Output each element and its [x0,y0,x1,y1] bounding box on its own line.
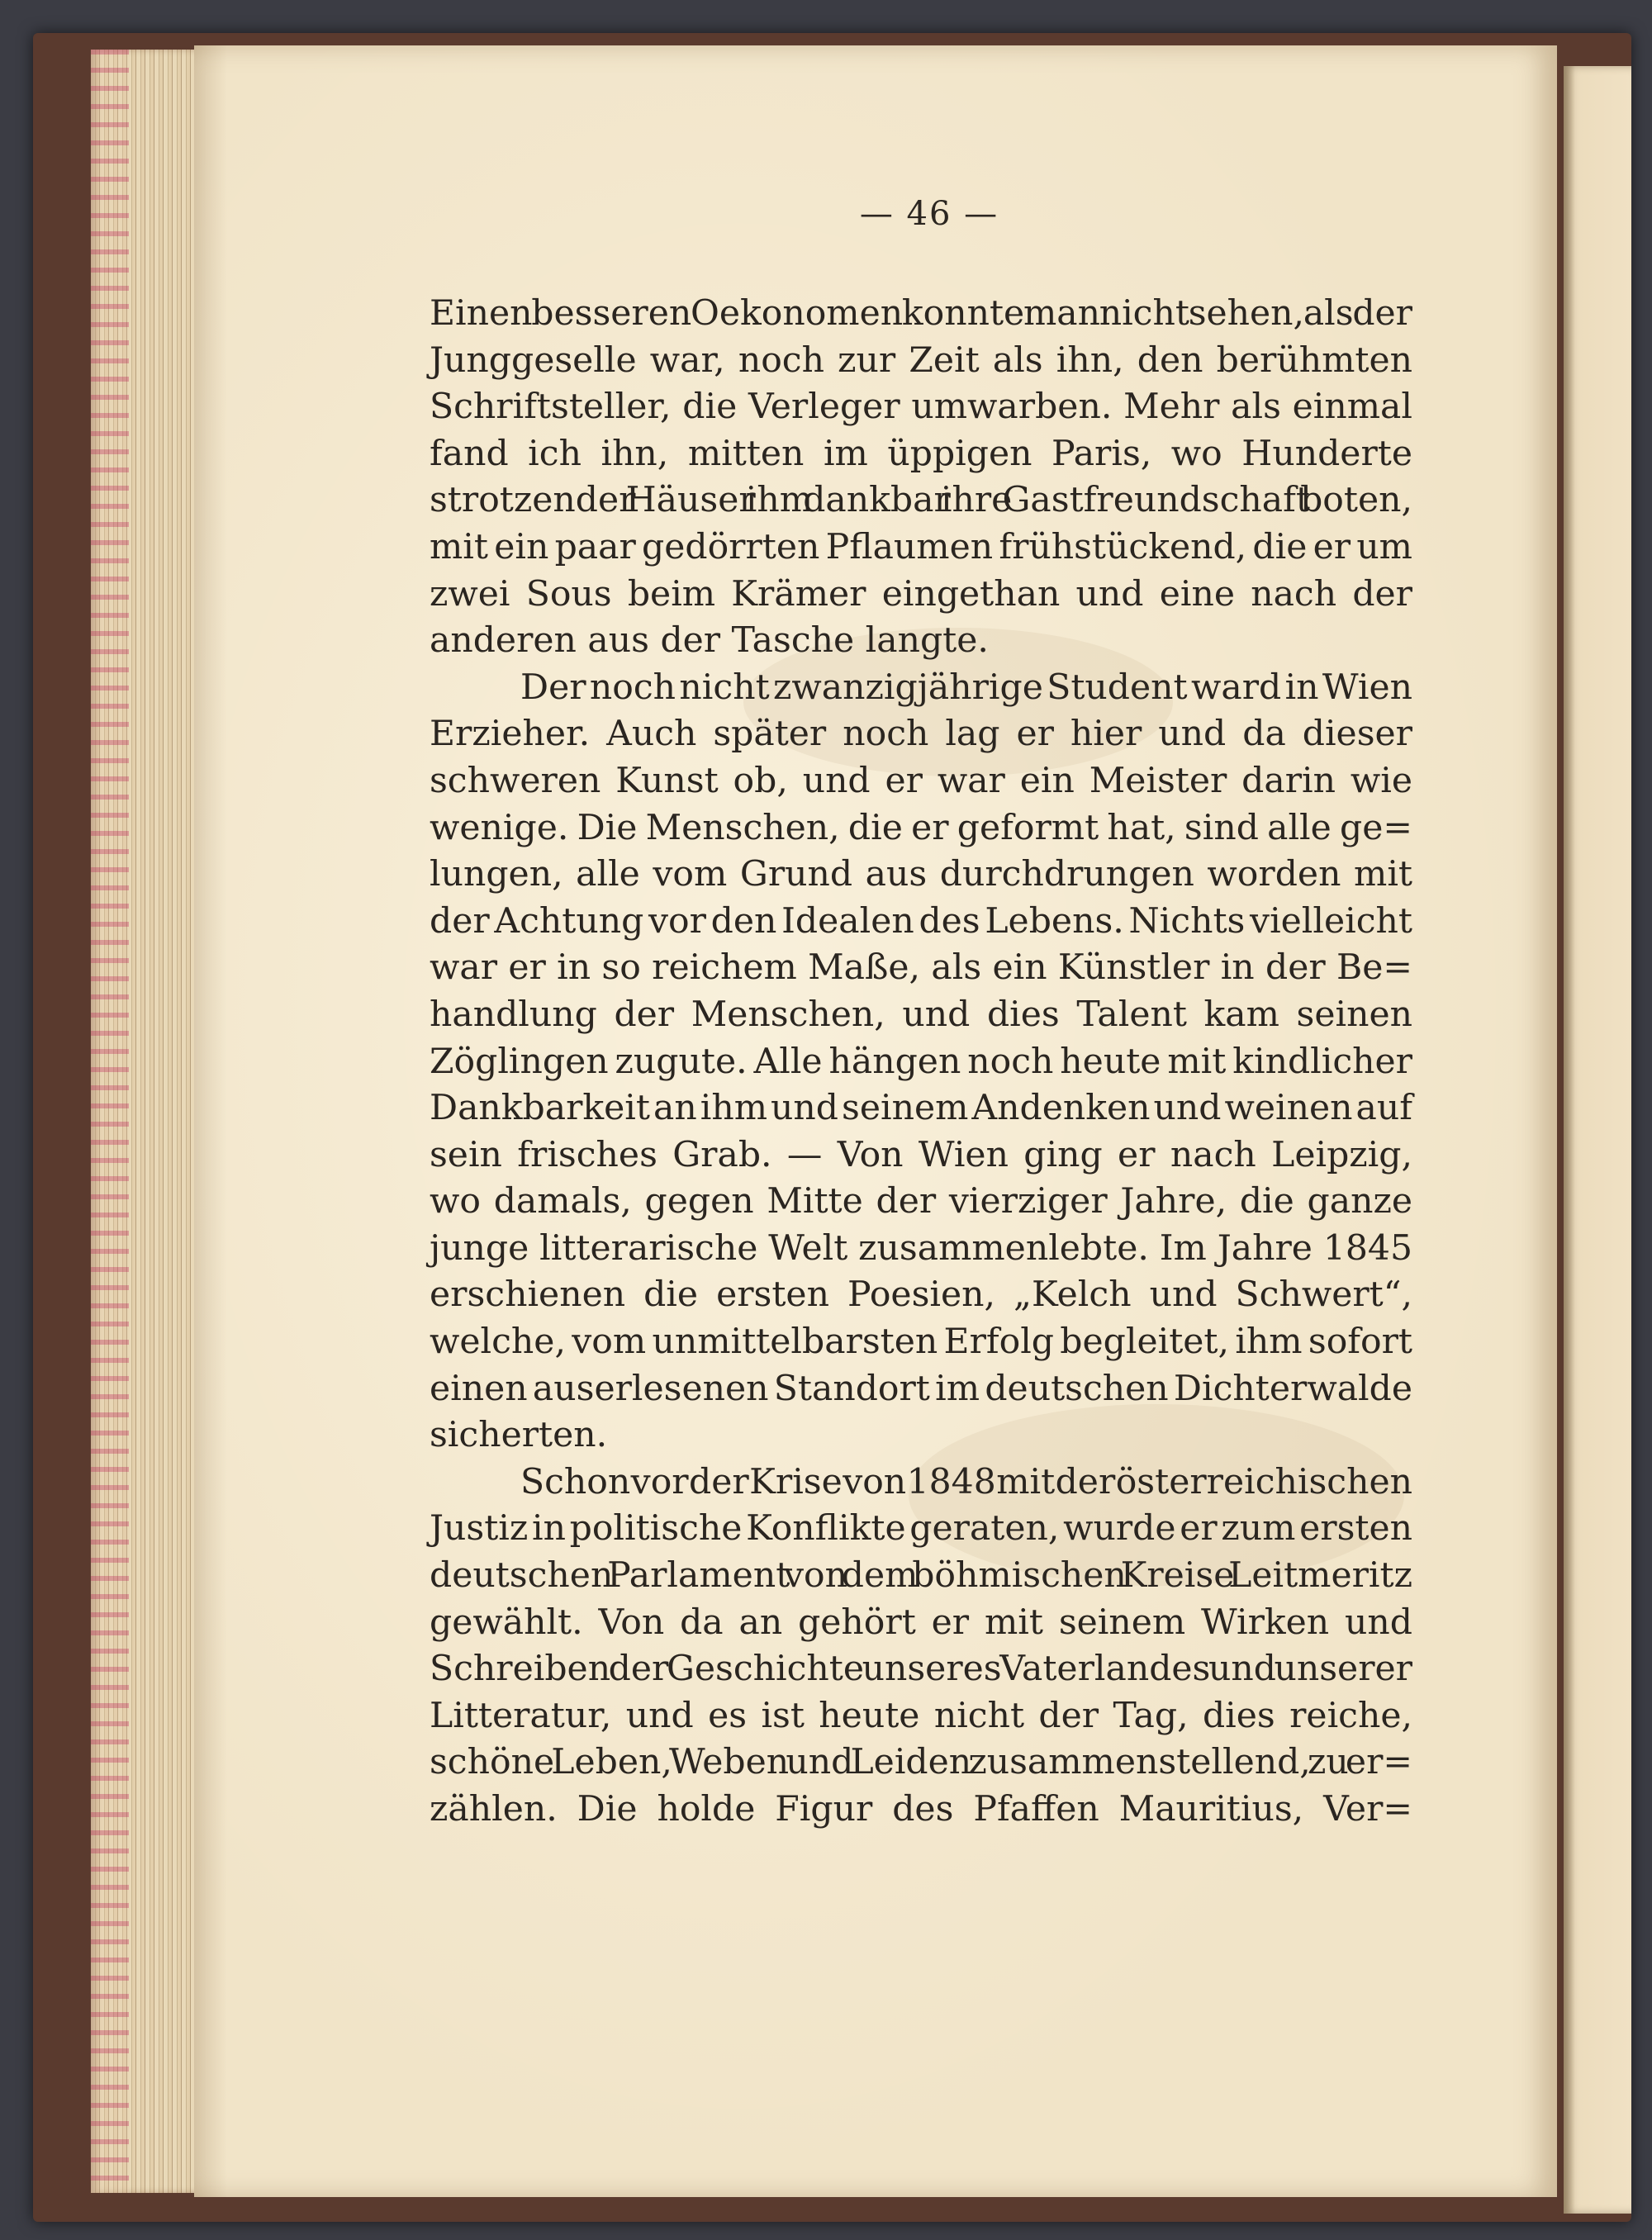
next-page-edge [1564,66,1631,2214]
text-line: zwei Sous beim Krämer eingethan und eine nach der [430,573,1412,615]
text-line: mit ein paar gedörrten Pflaumen frühstückend, die er um [430,526,1412,567]
text-line: anderen aus der Tasche langte. [430,620,989,662]
text-line: zählen. Die holde Figur des Pfaffen Mauritius, Ver= [430,1789,1412,1829]
text-line: wenige. Die Menschen, die er geformt hat, sind alle ge= [430,807,1412,848]
page-number: — 46 — [859,195,999,233]
text-line: Schreiben der Geschichte unseres Vaterlandes und unserer [430,1649,1412,1690]
page-edges [91,50,206,2193]
text-line: Litteratur, und es ist heute nicht der Tag, dies reiche, [430,1695,1412,1736]
body-text [430,291,1412,1834]
text-line: fand ich ihn, mitten im üppigen Paris, wo Hunderte [430,433,1412,474]
text-line: war er in so reichem Maße, als ein Künstler in der Be= [430,947,1412,989]
text-line: schweren Kunst ob, und er war ein Meister darin wie [430,760,1412,801]
text-line: schöne Leben, Weben und Leiden zusammenstellend, zu er= [430,1742,1412,1783]
text-line: handlung der Menschen, und dies Talent kam seinen [430,994,1412,1035]
paragraph [430,1459,1412,1834]
text-line: Einen besseren Oekonomen konnte man nicht sehen, als der [430,293,1412,334]
text-line: sein frisches Grab. — Von Wien ging er nach Leipzig, [430,1134,1412,1175]
paragraph [430,665,1412,1459]
text-line: lungen, alle vom Grund aus durchdrungen worden mit [430,854,1412,895]
text-line: junge litterarische Welt zusammenlebte. Im Jahre 1845 [430,1227,1412,1269]
text-line: Der noch nicht zwanzigjährige Student ward in Wien [520,667,1412,708]
text-line: Schriftsteller, die Verleger umwarben. Mehr als einmal [430,387,1412,428]
text-line: Zöglingen zugute. Alle hängen noch heute mit kindlicher [430,1041,1412,1082]
text-line: Justiz in politische Konflikte geraten, wurde er zum ersten [430,1508,1412,1549]
text-line: wo damals, gegen Mitte der vierziger Jahre, die ganze [430,1181,1412,1222]
text-line: Erzieher. Auch später noch lag er hier und da dieser [430,714,1412,755]
text-line: welche, vom unmittelbarsten Erfolg begleitet, ihm sofort [430,1322,1412,1363]
paragraph [430,291,1412,665]
text-line: einen auserlesenen Standort im deutschen Dichterwalde [430,1368,1412,1409]
text-line: erschienen die ersten Poesien, „Kelch und Schwert“, [430,1274,1412,1316]
text-line: Schon vor der Krise von 1848 mit der österreichischen [520,1461,1412,1502]
text-line: Dankbarkeit an ihm und seinem Andenken und weinen auf [430,1088,1412,1129]
text-line: sicherten. [430,1415,608,1456]
text-line: der Achtung vor den Idealen des Lebens. Nichts vielleicht [430,900,1412,942]
text-line: strotzender Häuser ihm dankbar ihre Gastfreundschaft boten, [430,480,1412,521]
text-line: Junggeselle war, noch zur Zeit als ihn, den berühmten [430,339,1412,381]
text-line: deutschen Parlament von dem böhmischen Kreise Leitmeritz [430,1555,1412,1597]
text-line: gewählt. Von da an gehört er mit seinem Wirken und [430,1602,1412,1643]
